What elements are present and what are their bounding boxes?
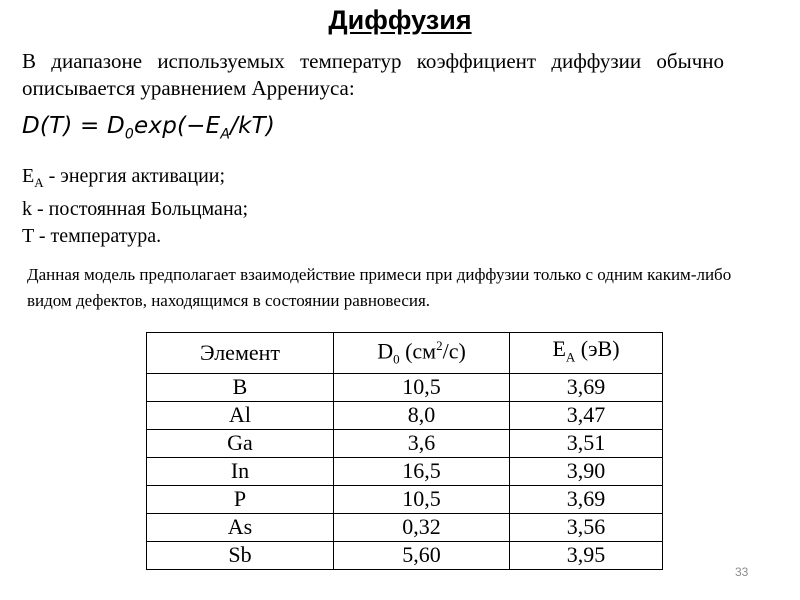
header-d0-unit: (см — [399, 338, 437, 364]
cell-ea: 3,51 — [510, 429, 663, 457]
definition-symbol: E — [22, 165, 35, 187]
cell-element: Ga — [147, 429, 334, 457]
definitions-list — [22, 163, 248, 250]
formula-lhs: D(T) = D — [22, 113, 125, 139]
table-row — [147, 401, 663, 429]
definition-symbol: k — [22, 198, 32, 220]
formula-d-subscript: 0 — [124, 126, 135, 143]
cell-d0: 8,0 — [334, 401, 510, 429]
diffusion-table — [146, 332, 663, 570]
cell-ea: 3,90 — [510, 457, 663, 485]
header-ea-subscript: A — [565, 349, 576, 365]
table-header-row — [147, 333, 663, 374]
table-row — [147, 429, 663, 457]
formula-mid: exp(−E — [134, 113, 221, 139]
header-d0-unit-tail: /с) — [442, 338, 466, 364]
header-ea — [510, 333, 663, 374]
formula-rhs: /kT) — [230, 113, 276, 139]
header-element: Элемент — [147, 333, 334, 374]
definition-text: - постоянная Больцмана; — [32, 198, 249, 220]
table-row — [147, 457, 663, 485]
table-row — [147, 541, 663, 569]
header-d0-symbol: D — [377, 338, 394, 364]
cell-element: B — [147, 373, 334, 401]
cell-ea: 3,69 — [510, 485, 663, 513]
cell-d0: 0,32 — [334, 513, 510, 541]
definition-activation-energy — [22, 163, 248, 196]
cell-d0: 5,60 — [334, 541, 510, 569]
cell-d0: 10,5 — [334, 373, 510, 401]
header-d0-superscript: 2 — [436, 338, 443, 353]
definition-symbol: T — [22, 225, 34, 247]
page-number: 33 — [735, 565, 749, 579]
definition-text: - температура. — [33, 225, 162, 247]
header-ea-symbol: E — [552, 335, 566, 361]
cell-d0: 10,5 — [334, 485, 510, 513]
intro-paragraph: В диапазоне используемых температур коэффициент диффузии обычно описывается уравнением Аррениуса: — [22, 49, 724, 100]
table-row — [147, 485, 663, 513]
definition-temperature — [22, 223, 248, 250]
cell-ea: 3,69 — [510, 373, 663, 401]
cell-d0: 3,6 — [334, 429, 510, 457]
definition-symbol-subscript: A — [34, 175, 44, 190]
cell-element: Al — [147, 401, 334, 429]
header-ea-unit: (эВ) — [575, 335, 620, 361]
model-note: Данная модель предполагает взаимодействие примеси при диффузии только с одним каким-либо видом дефектов, находящимся в состоянии равновесия. — [27, 265, 732, 310]
cell-d0: 16,5 — [334, 457, 510, 485]
cell-element: P — [147, 485, 334, 513]
slide-title: Диффузия — [328, 5, 472, 35]
header-d0 — [334, 333, 510, 374]
cell-element: In — [147, 457, 334, 485]
table-row — [147, 513, 663, 541]
cell-ea: 3,56 — [510, 513, 663, 541]
definition-text: - энергия активации; — [43, 165, 226, 187]
arrhenius-formula — [22, 113, 275, 143]
cell-element: Sb — [147, 541, 334, 569]
table-row — [147, 373, 663, 401]
definition-boltzmann — [22, 196, 248, 223]
formula-e-subscript: A — [220, 126, 231, 143]
header-d0-subscript: 0 — [393, 351, 400, 367]
cell-element: As — [147, 513, 334, 541]
cell-ea: 3,47 — [510, 401, 663, 429]
cell-ea: 3,95 — [510, 541, 663, 569]
